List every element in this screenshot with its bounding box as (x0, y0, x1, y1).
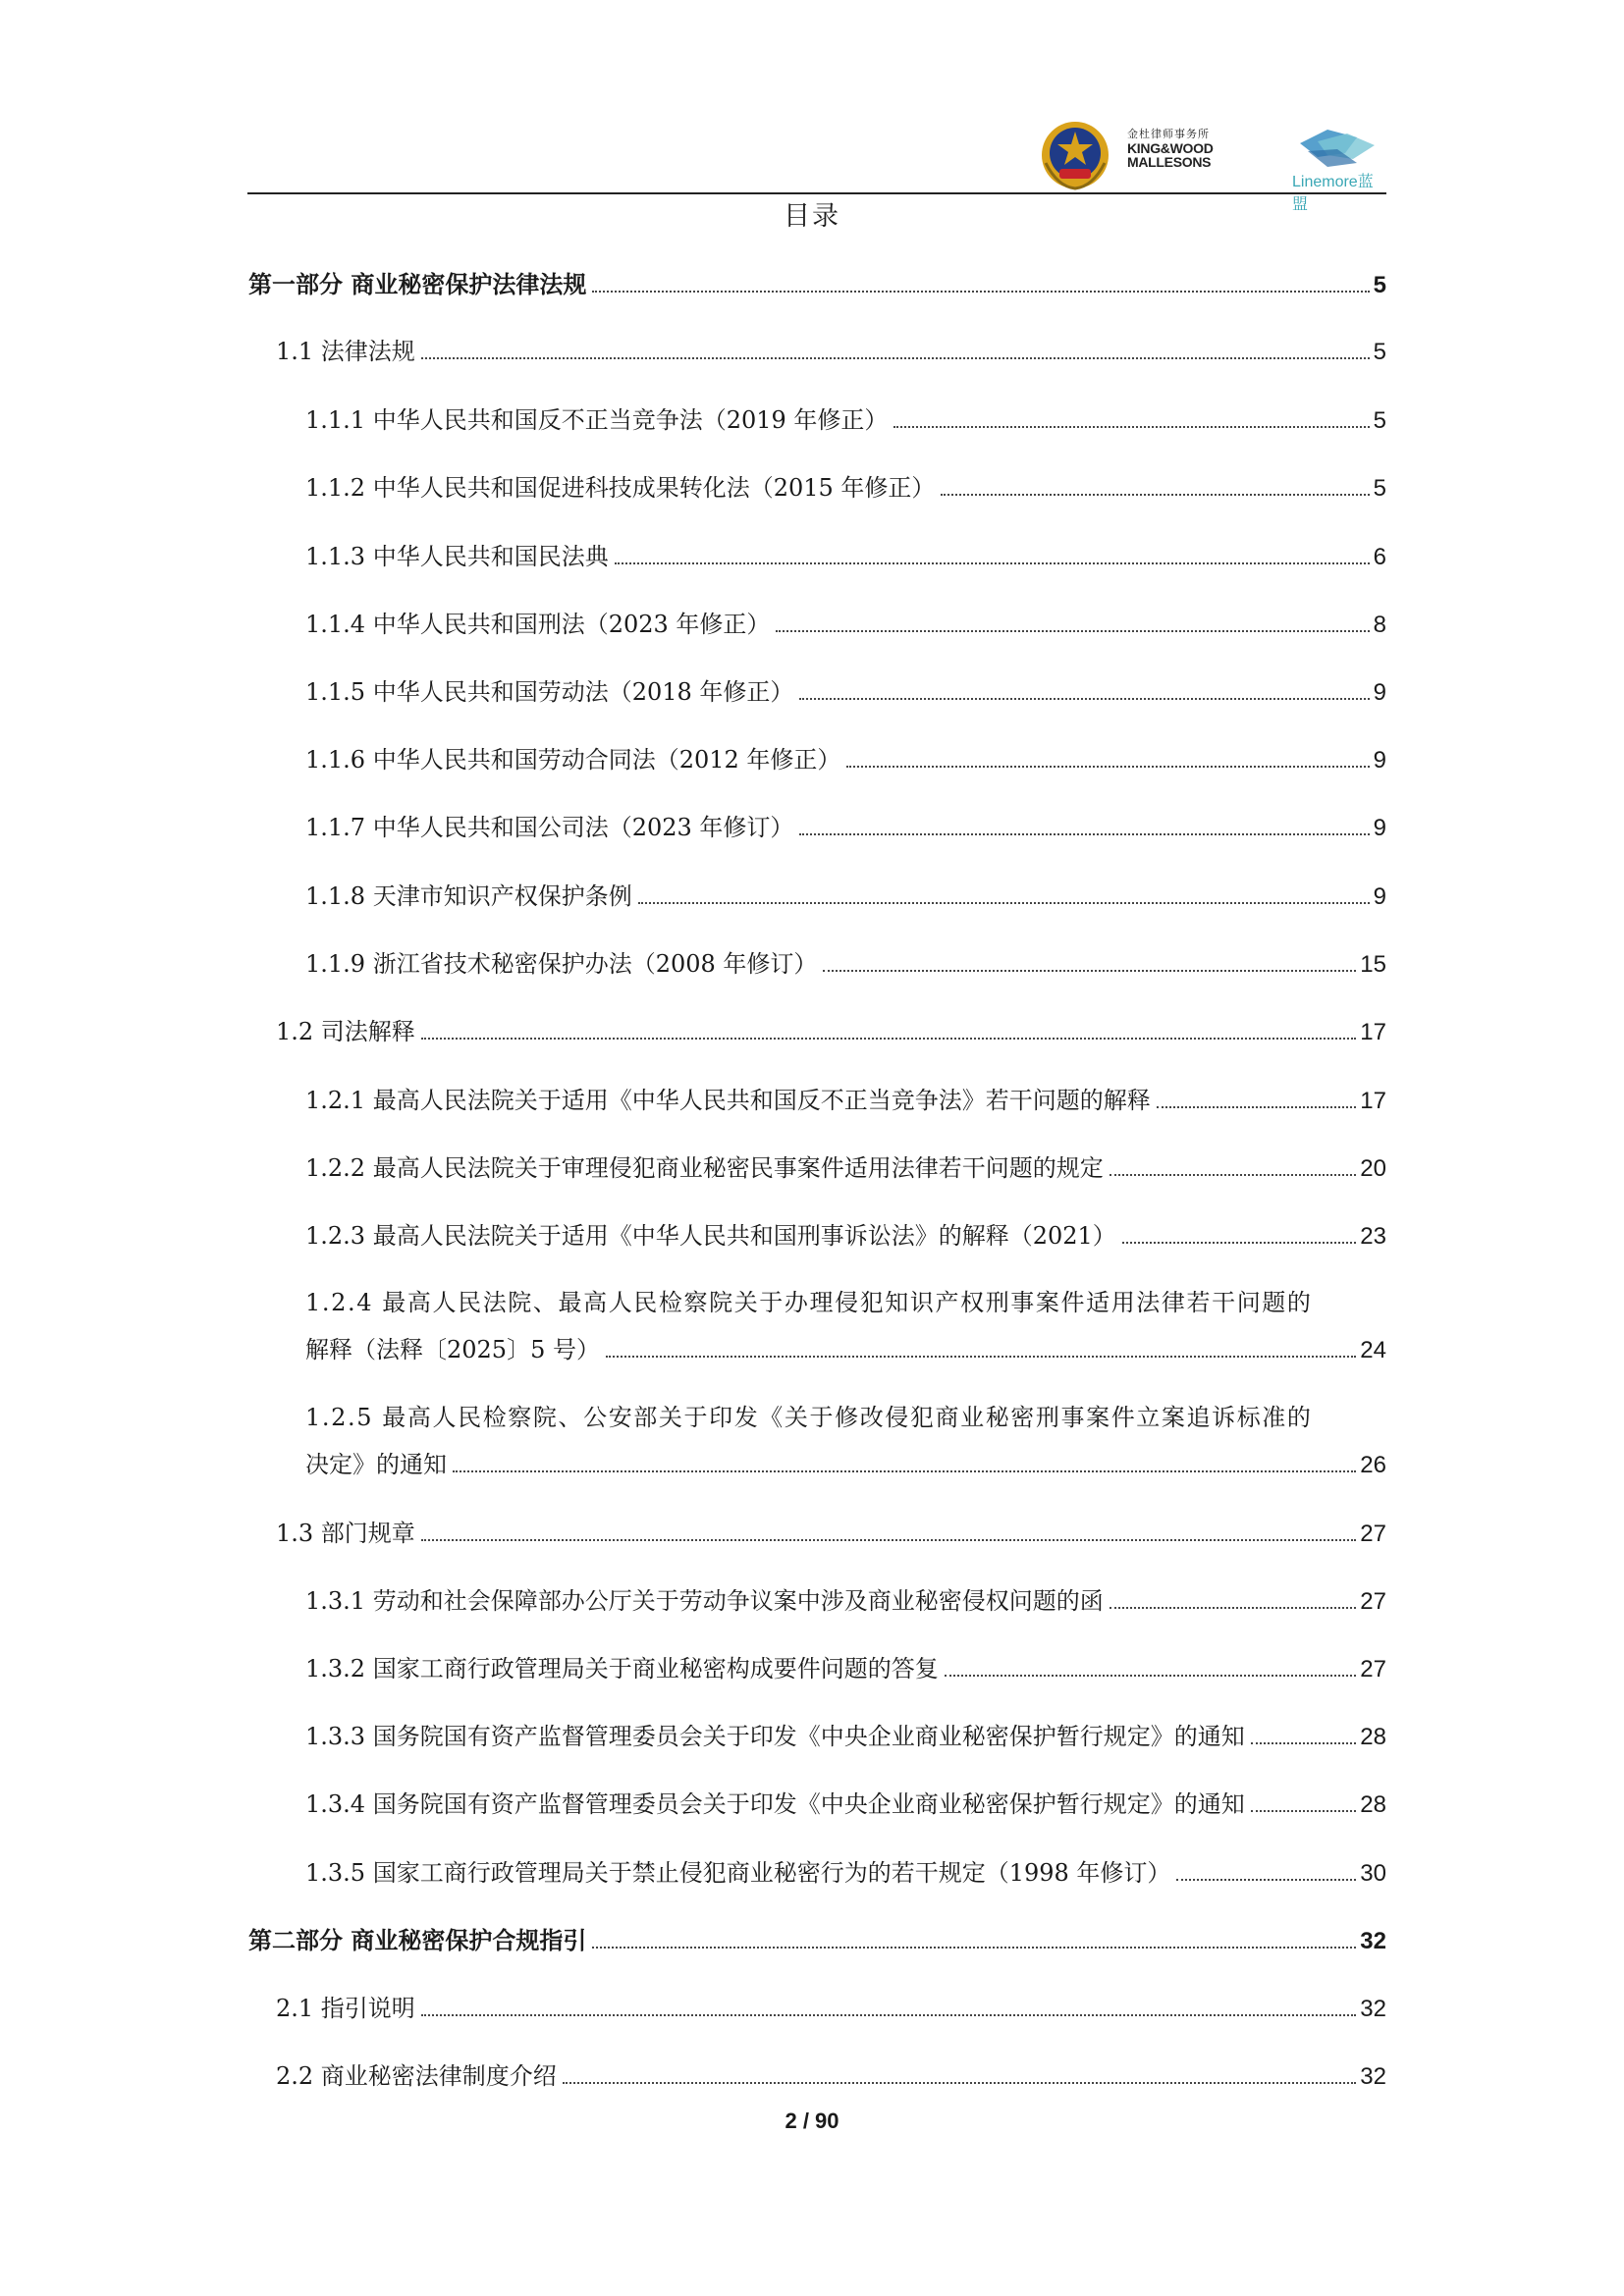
toc-entry-page-number: 17 (1360, 1088, 1386, 1114)
dot-leader (945, 1675, 1357, 1677)
dot-leader (453, 1470, 1356, 1472)
dot-leader (615, 562, 1370, 564)
toc-entry-page-number: 32 (1360, 2063, 1386, 2090)
toc-subsection-entry[interactable] (305, 672, 1386, 707)
toc-entry-page-number: 28 (1360, 1791, 1386, 1818)
toc-entry-page-number: 26 (1360, 1452, 1386, 1478)
toc-entry-page-number: 9 (1373, 815, 1386, 841)
toc-entry-label: 1.1.3 中华人民共和国民法典 (305, 543, 609, 570)
dot-leader (1122, 1242, 1357, 1244)
toc-entry-label: 1.1 法律法规 (276, 338, 415, 365)
dot-leader (846, 766, 1369, 768)
firm-name-en-2: MALLESONS (1127, 154, 1212, 171)
toc-entry-label: 1.3.3 国务院国有资产监督管理委员会关于印发《中央企业商业秘密保护暂行规定》的通知 (305, 1723, 1245, 1750)
toc-entry-label: 1.1.5 中华人民共和国劳动法（2018 年修正） (305, 678, 794, 706)
toc-entry-page-number: 6 (1373, 544, 1386, 570)
toc-section-entry[interactable] (276, 332, 1386, 366)
toc-subsection-entry[interactable] (305, 537, 1386, 571)
dot-leader (421, 2014, 1357, 2016)
toc-subsection-entry[interactable] (305, 808, 1386, 842)
dot-leader (1176, 1879, 1356, 1881)
toc-subsection-entry[interactable] (305, 740, 1386, 774)
toc-entry-page-number: 24 (1360, 1337, 1386, 1363)
toc-subsection-entry[interactable] (305, 605, 1386, 639)
firm-name-cn: 金杜律师事务所 (1127, 129, 1210, 140)
toc-entry-page-number: 5 (1373, 475, 1386, 502)
toc-entry-page-number: 27 (1360, 1521, 1386, 1547)
toc-subsection-entry[interactable] (305, 1148, 1386, 1183)
toc-entry-page-number: 32 (1360, 1928, 1386, 1954)
toc-section-entry[interactable] (276, 1514, 1386, 1548)
police-emblem-icon (1038, 118, 1112, 192)
toc-subsection-entry[interactable] (305, 1853, 1386, 1888)
toc-entry-label: 1.3.5 国家工商行政管理局关于禁止侵犯商业秘密行为的若干规定（1998 年修订） (305, 1859, 1171, 1887)
dot-leader (563, 2082, 1357, 2084)
toc-subsection-entry[interactable] (305, 400, 1386, 435)
toc-entry-page-number: 5 (1373, 272, 1386, 298)
toc-entry-label: 1.1.9 浙江省技术秘密保护办法（2008 年修订） (305, 950, 818, 978)
toc-entry-label: 1.1.4 中华人民共和国刑法（2023 年修正） (305, 611, 771, 638)
dot-leader (893, 426, 1369, 428)
toc-section-entry[interactable] (276, 2056, 1386, 2091)
toc-entry-page-number: 20 (1360, 1155, 1386, 1182)
toc-entry-first-line[interactable]: 1.2.5 最高人民检察院、公安部关于印发《关于修改侵犯商业秘密刑事案件立案追诉标准的 (305, 1404, 1313, 1431)
toc-entry-label: 2.1 指引说明 (276, 1995, 415, 2022)
toc-section-entry[interactable] (276, 1989, 1386, 2023)
toc-entry-page-number: 23 (1360, 1223, 1386, 1250)
toc-entry-page-number: 9 (1373, 883, 1386, 910)
dot-leader (1251, 1742, 1357, 1744)
toc-subsection-entry[interactable] (305, 1216, 1386, 1251)
toc-subsection-entry[interactable] (305, 944, 1386, 979)
dot-leader (638, 902, 1370, 904)
toc-entry-label: 1.2.2 最高人民法院关于审理侵犯商业秘密民事案件适用法律若干问题的规定 (305, 1154, 1104, 1182)
toc-entry-label: 1.2.3 最高人民法院关于适用《中华人民共和国刑事诉讼法》的解释（2021） (305, 1222, 1116, 1250)
toc-entry-page-number: 5 (1373, 407, 1386, 434)
toc-entry-page-number: 5 (1373, 339, 1386, 365)
toc-entry-label: 1.3.2 国家工商行政管理局关于商业秘密构成要件问题的答复 (305, 1655, 939, 1682)
toc-subsection-entry[interactable] (305, 1649, 1386, 1683)
toc-part-entry[interactable] (248, 265, 1386, 299)
toc-entry-label: 解释（法释〔2025〕5 号） (305, 1336, 600, 1363)
toc-entry-label: 1.3.1 劳动和社会保障部办公厅关于劳动争议案中涉及商业秘密侵权问题的函 (305, 1587, 1104, 1615)
dot-leader (606, 1356, 1356, 1358)
toc-entry-label: 1.1.2 中华人民共和国促进科技成果转化法（2015 年修正） (305, 474, 936, 502)
partner-name-en: Linemore (1292, 174, 1358, 190)
toc-entry-page-number: 9 (1373, 747, 1386, 774)
dot-leader (1110, 1607, 1357, 1609)
dot-leader (776, 630, 1369, 632)
firm-name-en-1: KING&WOOD (1127, 139, 1214, 156)
toc-entry-page-number: 8 (1373, 612, 1386, 638)
kwm-logo (1127, 130, 1274, 170)
page-header (247, 118, 1384, 213)
dot-leader (592, 1947, 1356, 1949)
toc-entry-first-line[interactable]: 1.2.4 最高人民法院、最高人民检察院关于办理侵犯知识产权刑事案件适用法律若干问题的 (305, 1289, 1313, 1316)
toc-entry-page-number: 27 (1360, 1588, 1386, 1615)
toc-entry-label: 1.2.1 最高人民法院关于适用《中华人民共和国反不正当竞争法》若干问题的解释 (305, 1087, 1151, 1114)
dot-leader (1110, 1174, 1357, 1176)
toc-entry-page-number: 28 (1360, 1724, 1386, 1750)
toc-entry-page-number: 27 (1360, 1656, 1386, 1682)
toc-subsection-entry[interactable] (305, 468, 1386, 503)
toc-subsection-entry[interactable] (305, 1445, 1386, 1479)
dot-leader (799, 698, 1369, 700)
toc-entry-label: 第一部分 商业秘密保护法律法规 (248, 270, 587, 298)
dot-leader (592, 291, 1369, 293)
toc-entry-label: 1.1.6 中华人民共和国劳动合同法（2012 年修正） (305, 746, 841, 774)
page-number: 2 / 90 (785, 2109, 839, 2133)
toc-entry-page-number: 9 (1373, 679, 1386, 706)
toc-entry-page-number: 15 (1360, 951, 1386, 978)
toc-entry-label: 决定》的通知 (305, 1451, 447, 1478)
toc-entry-label: 1.1.8 天津市知识产权保护条例 (305, 882, 632, 910)
dot-leader (799, 833, 1369, 835)
dot-leader (941, 494, 1369, 496)
dot-leader (421, 1539, 1357, 1541)
toc-entry-label: 1.1.1 中华人民共和国反不正当竞争法（2019 年修正） (305, 406, 889, 434)
dot-leader (421, 357, 1370, 359)
toc-subsection-entry[interactable] (305, 1785, 1386, 1819)
dot-leader (1157, 1106, 1357, 1108)
toc-subsection-entry[interactable] (305, 1581, 1386, 1616)
toc-part-entry[interactable] (248, 1921, 1386, 1955)
dot-leader (823, 970, 1356, 972)
toc-subsection-entry[interactable] (305, 1717, 1386, 1751)
toc-entry-label: 1.3 部门规章 (276, 1520, 415, 1547)
toc-entry-label: 第二部分 商业秘密保护合规指引 (248, 1926, 587, 1954)
toc-entry-page-number: 30 (1360, 1860, 1386, 1887)
dot-leader (1251, 1810, 1357, 1812)
toc-entry-label: 1.3.4 国务院国有资产监督管理委员会关于印发《中央企业商业秘密保护暂行规定》的通知 (305, 1790, 1245, 1818)
toc-entry-label: 2.2 商业秘密法律制度介绍 (276, 2062, 557, 2090)
toc-title: 目录 (784, 201, 840, 232)
toc-subsection-entry[interactable] (305, 877, 1386, 911)
partner-name-cn: 蓝盟 (1292, 174, 1374, 213)
toc-subsection-entry[interactable] (305, 1081, 1386, 1115)
toc-entry-page-number: 17 (1360, 1019, 1386, 1045)
toc-entry-label: 1.2 司法解释 (276, 1018, 415, 1045)
toc-entry-label: 1.1.7 中华人民共和国公司法（2023 年修订） (305, 814, 794, 841)
toc-entry-page-number: 32 (1360, 1996, 1386, 2022)
dot-leader (421, 1038, 1357, 1040)
toc-subsection-entry[interactable] (305, 1330, 1386, 1364)
toc-section-entry[interactable] (276, 1012, 1386, 1046)
